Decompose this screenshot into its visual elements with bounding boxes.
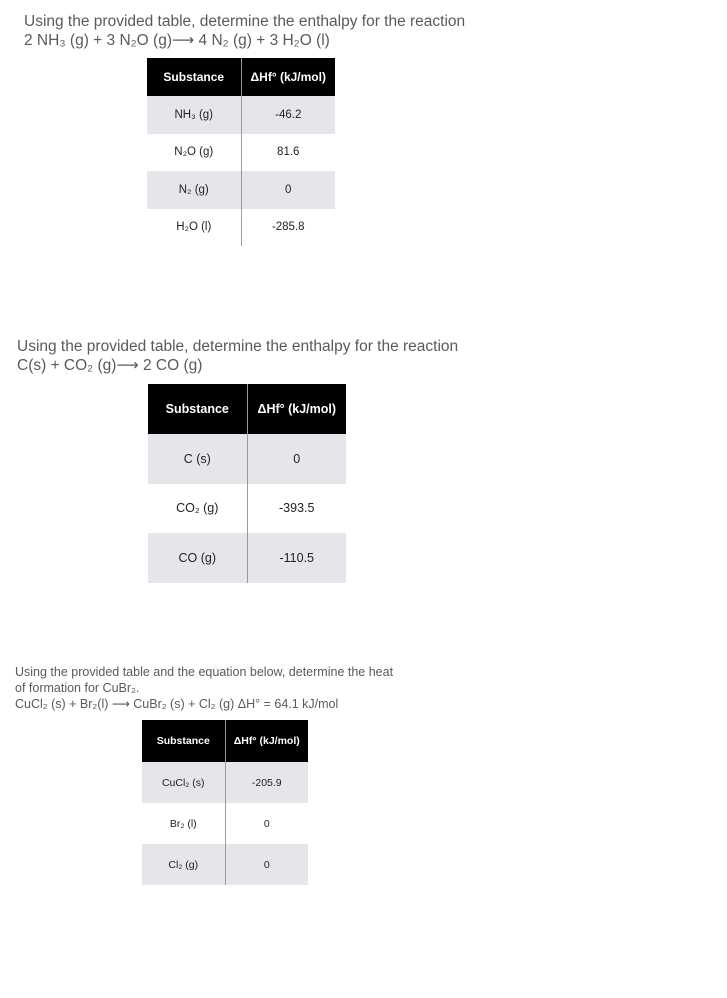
table-row [142, 844, 308, 885]
enthalpy-cell: 0 [241, 171, 335, 209]
enthalpy-cell: -110.5 [247, 533, 346, 583]
table-row [142, 803, 308, 844]
question-3-prompt-line: Using the provided table and the equation below, determine the heat [15, 665, 394, 679]
table-row [148, 533, 346, 583]
enthalpy-cell: 0 [263, 817, 270, 830]
table-header-row [142, 720, 308, 762]
table-row [147, 96, 335, 134]
column-header-enthalpy: ΔHf° (kJ/mol) [241, 58, 335, 96]
question-1-enthalpy-table [147, 58, 335, 246]
question-3-equation: CuCl₂ (s) + Br₂(l) ⟶ CuBr₂ (s) + Cl₂ (g) ΔH° = 64.1 kJ/mol [15, 697, 339, 711]
question-3-enthalpy-table [142, 720, 308, 885]
column-header-substance: Substance [147, 58, 241, 96]
substance-cell: C (s) [148, 434, 247, 484]
substance-cell: CO (g) [148, 533, 247, 583]
table-header-row [148, 384, 346, 434]
substance-cell: H₂O (l) [147, 209, 241, 247]
question-1-reaction: 2 NH₃ (g) + 3 N₂O (g)⟶ 4 N₂ (g) + 3 H₂O (l) [24, 32, 330, 49]
question-2-reaction: C(s) + CO₂ (g)⟶ 2 CO (g) [17, 357, 203, 374]
enthalpy-cell: -285.8 [271, 221, 305, 234]
enthalpy-cell: -46.2 [241, 96, 335, 134]
enthalpy-cell: 81.6 [277, 146, 300, 159]
substance-cell: CO₂ (g) [148, 484, 247, 534]
column-header-substance: Substance [148, 384, 247, 434]
substance-cell: Br₂ (l) [142, 803, 225, 844]
substance-cell: N₂ (g) [147, 171, 241, 209]
question-2-prompt-line: Using the provided table, determine the enthalpy for the reaction [17, 338, 459, 355]
question-3-prompt [15, 664, 393, 712]
table-row [148, 484, 346, 534]
enthalpy-cell: 0 [225, 844, 308, 885]
substance-cell: Cl₂ (g) [142, 844, 225, 885]
substance-cell: CuCl₂ (s) [142, 762, 225, 803]
column-header-enthalpy: ΔHf° (kJ/mol) [247, 384, 346, 434]
table-row [147, 171, 335, 209]
table-row [147, 209, 335, 247]
substance-cell: N₂O (g) [147, 134, 241, 172]
question-1-prompt [24, 12, 465, 50]
question-2-prompt [17, 337, 458, 375]
column-header-enthalpy: ΔHf° (kJ/mol) [225, 720, 308, 762]
table-header-row [147, 58, 335, 96]
table-row [147, 134, 335, 172]
question-1-prompt-line: Using the provided table, determine the enthalpy for the reaction [24, 13, 466, 30]
question-3-prompt-line: of formation for CuBr₂. [15, 681, 140, 695]
column-header-substance: Substance [142, 720, 225, 762]
substance-cell: NH₃ (g) [147, 96, 241, 134]
enthalpy-cell: -205.9 [225, 762, 308, 803]
enthalpy-cell: 0 [247, 434, 346, 484]
table-row [142, 762, 308, 803]
table-row [148, 434, 346, 484]
question-2-enthalpy-table [148, 384, 346, 583]
enthalpy-cell: -393.5 [279, 501, 315, 516]
